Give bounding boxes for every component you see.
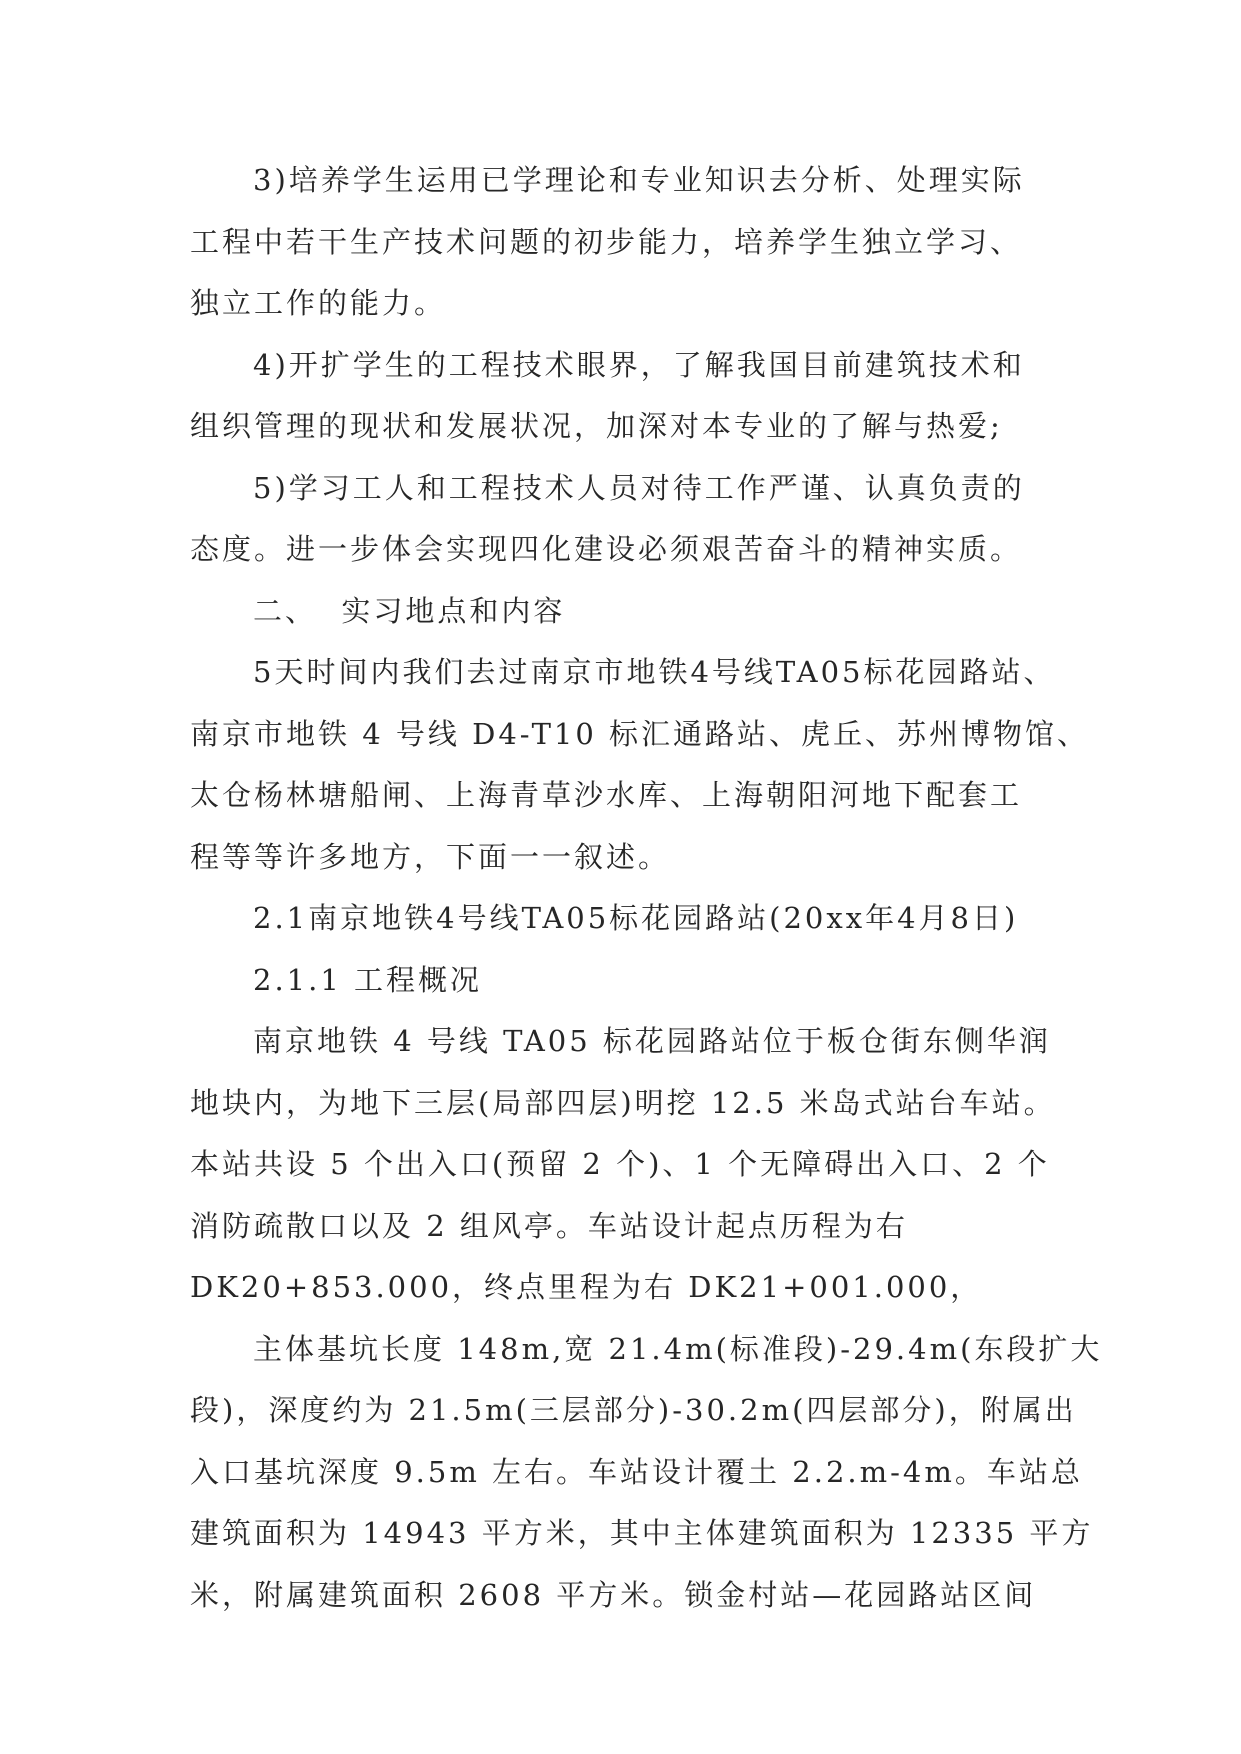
text-line: 主体基坑长度 148m,宽 21.4m(标准段)-29.4m(东段扩大 [253, 1331, 1103, 1366]
text-line: 独立工作的能力。 [190, 286, 447, 320]
text-line: 入口基坑深度 9.5m 左右。车站设计覆土 2.2.m-4m。车站总 [190, 1454, 1083, 1489]
subsection-heading: 2.1.1 工程概况 [253, 962, 483, 997]
text-line: 3)培养学生运用已学理论和专业知识去分析、处理实际 [253, 163, 1025, 197]
text-line: 段)，深度约为 21.5m(三层部分)-30.2m(四层部分)，附属出 [190, 1393, 1077, 1427]
text-line: 态度。进一步体会实现四化建设必须艰苦奋斗的精神实质。 [190, 532, 1023, 566]
text-line: 本站共设 5 个出入口(预留 2 个)、1 个无障碍出入口、2 个 [190, 1147, 1050, 1181]
text-line: 消防疏散口以及 2 组风亭。车站设计起点历程为右 [190, 1208, 908, 1243]
text-line: 太仓杨林塘船闸、上海青草沙水库、上海朝阳河地下配套工 [190, 778, 1023, 812]
text-line: 米，附属建筑面积 2608 平方米。锁金村站—花园路站区间 [190, 1577, 1037, 1612]
text-line: 组织管理的现状和发展状况，加深对本专业的了解与热爱; [190, 409, 1003, 443]
text-line: 程等等许多地方，下面一一叙述。 [190, 839, 671, 874]
text-line: 4)开扩学生的工程技术眼界，了解我国目前建筑技术和 [253, 347, 1025, 382]
text-line: 5天时间内我们去过南京市地铁4号线TA05标花园路站、 [253, 655, 1056, 689]
text-line: 5)学习工人和工程技术人员对待工作严谨、认真负责的 [253, 470, 1025, 505]
text-line: 建筑面积为 14943 平方米，其中主体建筑面积为 12335 平方 [190, 1516, 1094, 1550]
text-line: DK20+853.000，终点里程为右 DK21+001.000， [190, 1270, 983, 1304]
text-line: 地块内，为地下三层(局部四层)明挖 12.5 米岛式站台车站。 [190, 1085, 1056, 1120]
text-line: 南京市地铁 4 号线 D4-T10 标汇通路站、虎丘、苏州博物馆、 [190, 716, 1090, 751]
section-heading: 二、 实习地点和内容 [253, 593, 566, 628]
text-line: 南京地铁 4 号线 TA05 标花园路站位于板仓街东侧华润 [253, 1024, 1051, 1058]
subsection-heading: 2.1南京地铁4号线TA05标花园路站(20xx年4月8日) [253, 901, 1019, 935]
document-page [190, 150, 1103, 1626]
text-line: 工程中若干生产技术问题的初步能力，培养学生独立学习、 [190, 224, 1023, 259]
